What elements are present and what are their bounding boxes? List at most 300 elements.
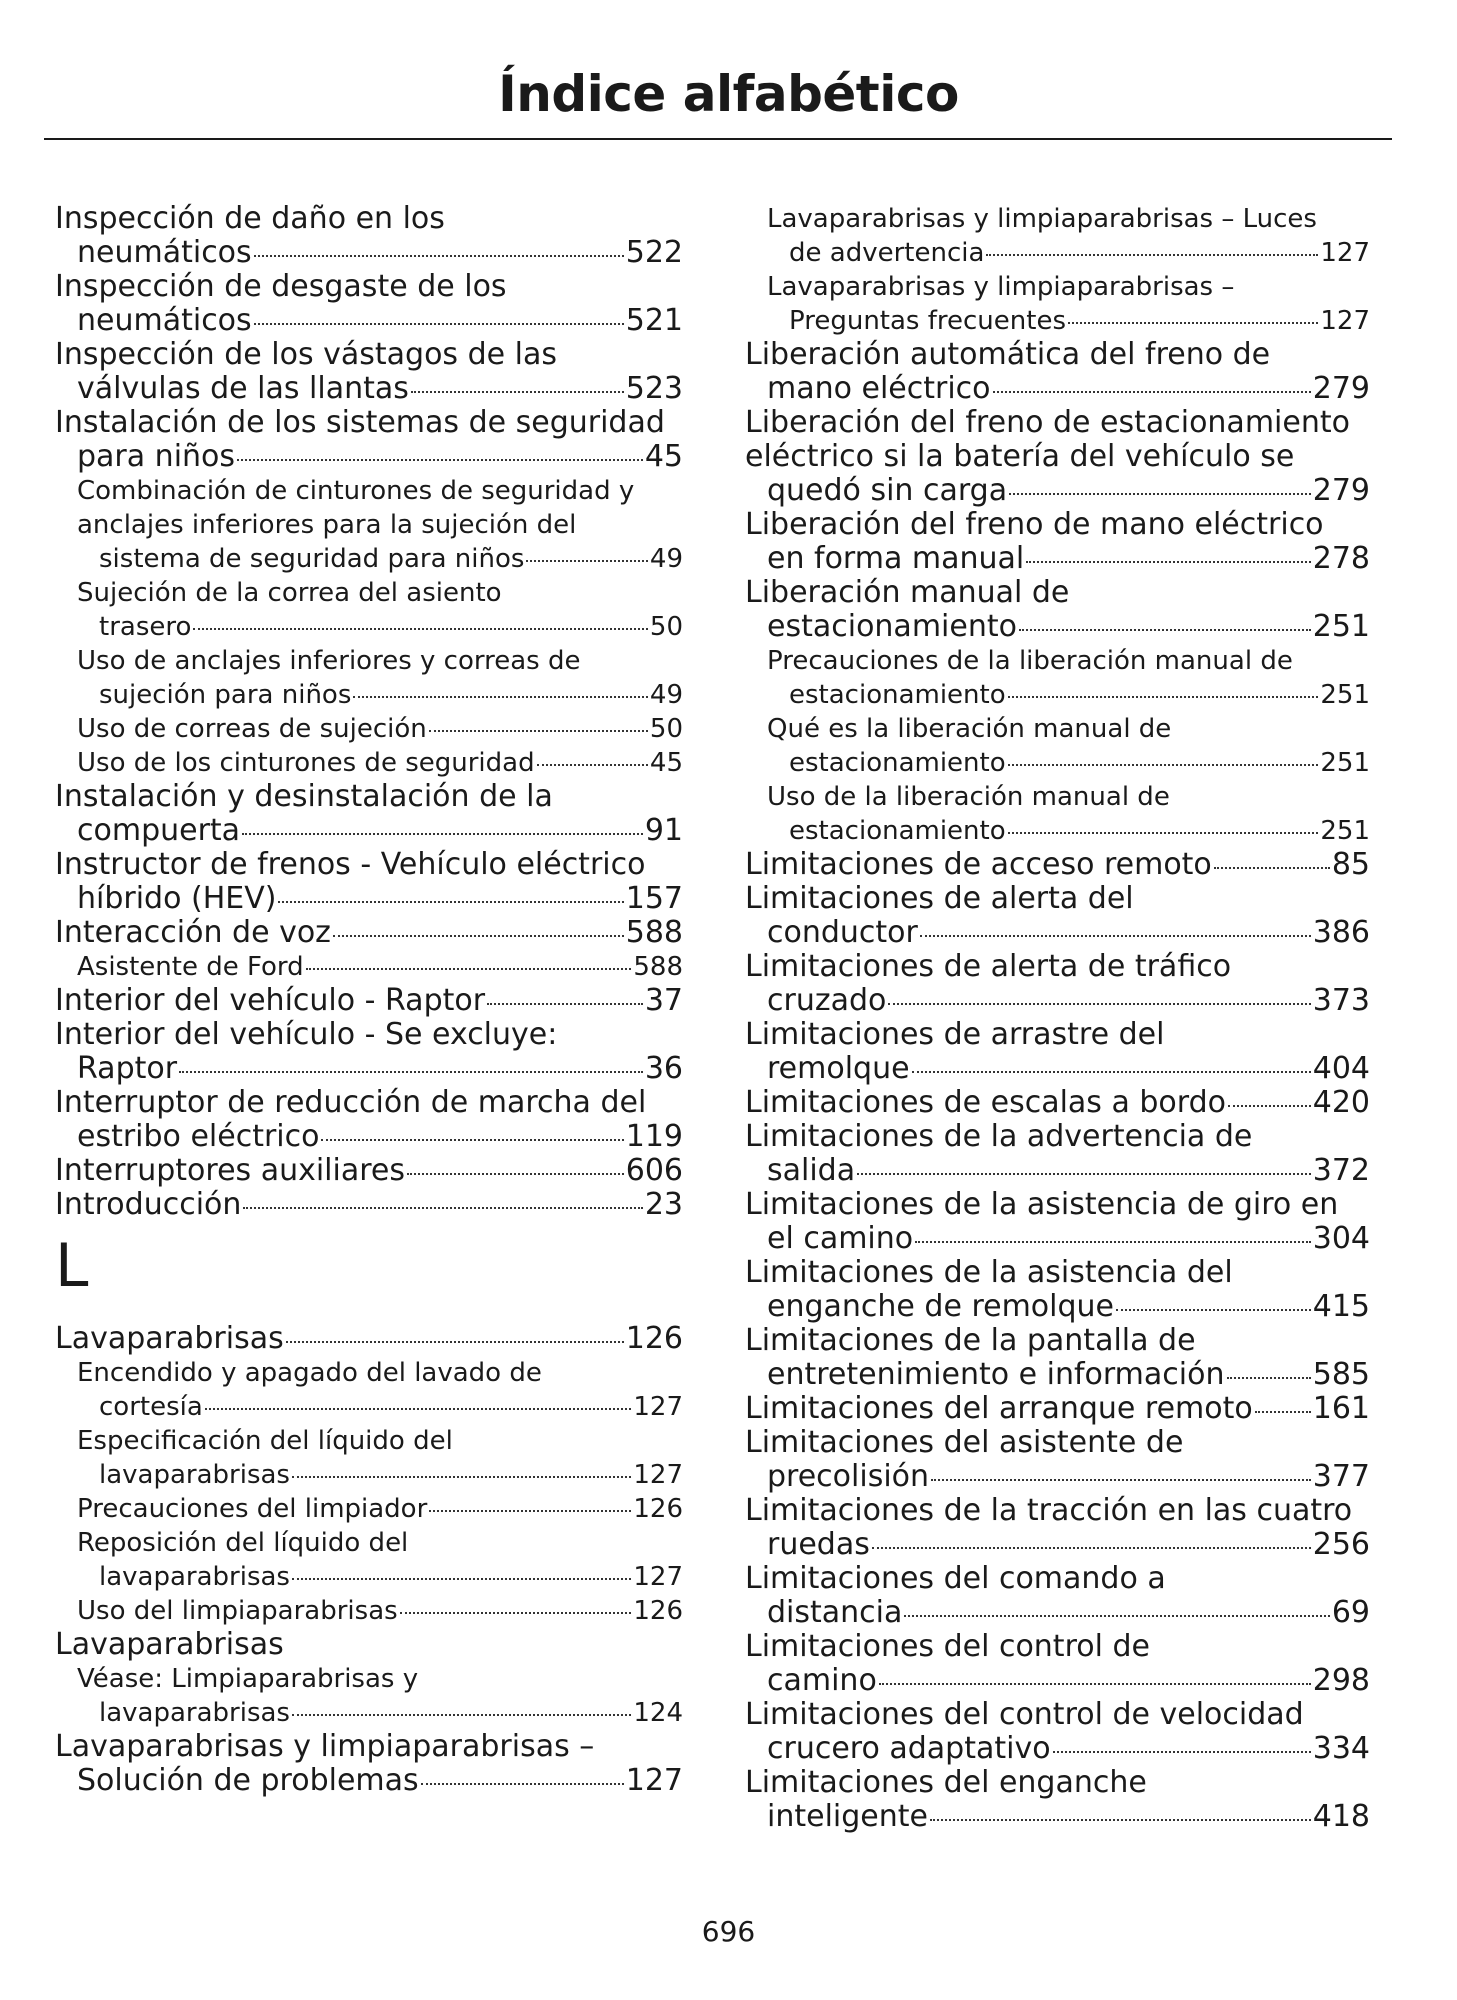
page-reference[interactable]: 386 — [1312, 915, 1370, 950]
dot-leader — [1227, 1377, 1311, 1379]
page-reference[interactable]: 126 — [633, 1596, 683, 1626]
entry-line — [77, 746, 683, 780]
page-reference[interactable]: 298 — [1312, 1663, 1370, 1698]
dot-leader — [400, 1612, 632, 1614]
entry-line — [745, 1222, 1370, 1256]
entry-text: estacionamiento — [789, 680, 1006, 710]
entry-line — [77, 1696, 683, 1730]
index-entry[interactable] — [55, 848, 683, 916]
entry-text: neumáticos — [77, 235, 252, 270]
entry-heading: Limitaciones del control de — [745, 1629, 1150, 1664]
entry-line — [745, 1290, 1370, 1324]
dot-leader — [888, 1003, 1310, 1005]
index-subentry[interactable] — [55, 950, 683, 984]
dot-leader — [254, 323, 624, 325]
entry-line — [745, 1800, 1370, 1834]
entry-line — [55, 1764, 683, 1798]
entry-line — [55, 882, 683, 916]
entry-heading: Limitaciones de alerta de tráfico — [745, 949, 1232, 984]
index-entry[interactable] — [55, 202, 683, 270]
index-entry[interactable] — [55, 1628, 683, 1662]
entry-line — [77, 610, 683, 644]
entry-text: conductor — [767, 915, 918, 950]
entry-text: Interruptores auxiliares — [55, 1153, 405, 1188]
entry-line — [77, 1560, 683, 1594]
entry-heading: Encendido y apagado del lavado de — [77, 1358, 542, 1388]
index-entry[interactable] — [745, 1120, 1370, 1188]
dot-leader — [292, 1578, 631, 1580]
entry-line — [745, 916, 1370, 950]
entry-line — [55, 236, 683, 270]
index-entry[interactable] — [55, 780, 683, 848]
entry-heading: Interruptor de reducción de marcha del — [55, 1085, 647, 1120]
dot-leader — [429, 730, 648, 732]
entry-line — [77, 678, 683, 712]
dot-leader — [193, 628, 648, 630]
index-entry[interactable] — [745, 1698, 1370, 1766]
entry-text: estacionamiento — [767, 609, 1017, 644]
entry-text: Lavaparabrisas — [55, 1321, 284, 1356]
dot-leader — [179, 1071, 643, 1073]
entry-line — [55, 1188, 683, 1222]
entry-text: inteligente — [767, 1799, 928, 1834]
entry-heading: Precauciones de la liberación manual de — [767, 646, 1293, 676]
entry-line — [745, 1392, 1370, 1426]
page-reference[interactable]: 373 — [1312, 983, 1370, 1018]
dot-leader — [930, 1819, 1311, 1821]
entry-line — [745, 984, 1370, 1018]
index-entry[interactable] — [745, 508, 1370, 576]
index-subentry[interactable] — [745, 202, 1370, 270]
dot-leader — [243, 1207, 642, 1209]
dot-leader — [915, 1241, 1311, 1243]
entry-heading: Limitaciones de la asistencia del — [745, 1255, 1233, 1290]
dot-leader — [487, 1003, 643, 1005]
entry-heading: Uso de la liberación manual de — [767, 782, 1170, 812]
page-reference[interactable]: 91 — [644, 813, 683, 848]
entry-text: estribo eléctrico — [77, 1119, 320, 1154]
page-reference[interactable]: 127 — [633, 1460, 683, 1490]
index-column-left — [55, 202, 683, 1798]
entry-text: Limitaciones de acceso remoto — [745, 847, 1212, 882]
entry-text: Limitaciones del arranque remoto — [745, 1391, 1253, 1426]
entry-text: precolisión — [767, 1459, 930, 1494]
index-entry[interactable] — [745, 1324, 1370, 1392]
index-subentry[interactable] — [745, 780, 1370, 848]
section-letter: L — [55, 1231, 89, 1301]
entry-text: Limitaciones de escalas a bordo — [745, 1085, 1226, 1120]
entry-heading: Liberación manual de — [745, 575, 1070, 610]
page-reference[interactable]: 279 — [1312, 371, 1370, 406]
entry-text: sistema de seguridad para niños — [99, 544, 525, 574]
entry-heading: Reposición del líquido del — [77, 1528, 409, 1558]
entry-heading: Limitaciones de arrastre del — [745, 1017, 1165, 1052]
dot-leader — [292, 1476, 631, 1478]
entry-text: remolque — [767, 1051, 910, 1086]
entry-line — [745, 610, 1370, 644]
entry-heading: Uso de anclajes inferiores y correas de — [77, 646, 581, 676]
dot-leader — [407, 1173, 624, 1175]
index-entry[interactable] — [55, 916, 683, 950]
dot-leader — [237, 459, 643, 461]
entry-line — [745, 1460, 1370, 1494]
entry-heading: Especificación del líquido del — [77, 1426, 453, 1456]
entry-line — [767, 678, 1370, 712]
entry-line — [77, 950, 683, 984]
index-subentry[interactable] — [745, 712, 1370, 780]
dot-leader — [931, 1479, 1311, 1481]
dot-leader — [333, 935, 624, 937]
page-reference[interactable]: 50 — [649, 714, 683, 744]
entry-line — [55, 1052, 683, 1086]
page-reference[interactable]: 126 — [633, 1494, 683, 1524]
entry-text: Interior del vehículo - Raptor — [55, 983, 486, 1018]
entry-text: Uso de correas de sujeción — [77, 714, 427, 744]
page-reference[interactable]: 585 — [1312, 1357, 1370, 1392]
dot-leader — [411, 391, 624, 393]
page-reference[interactable]: 606 — [625, 1153, 683, 1188]
entry-line — [745, 372, 1370, 406]
page-reference[interactable]: 23 — [644, 1187, 683, 1222]
dot-leader — [872, 1547, 1311, 1549]
dot-leader — [920, 935, 1311, 937]
entry-heading: Limitaciones del comando a — [745, 1561, 1166, 1596]
dot-leader — [1008, 832, 1319, 834]
entry-text: cortesía — [99, 1392, 203, 1422]
dot-leader — [353, 696, 648, 698]
entry-heading: Limitaciones del control de velocidad — [745, 1697, 1304, 1732]
dot-leader — [1008, 764, 1319, 766]
dot-leader — [286, 1341, 624, 1343]
entry-text: sujeción para niños — [99, 680, 352, 710]
entry-heading: Liberación automática del freno de — [745, 337, 1271, 372]
page-reference[interactable]: 588 — [633, 952, 683, 982]
entry-line — [55, 984, 683, 1018]
page-reference[interactable]: 251 — [1320, 816, 1370, 846]
entry-text: compuerta — [77, 813, 241, 848]
entry-text: el camino — [767, 1221, 914, 1256]
entry-line — [55, 916, 683, 950]
page-reference[interactable]: 127 — [1320, 238, 1370, 268]
index-entry[interactable] — [55, 338, 683, 406]
entry-line — [745, 848, 1370, 882]
entry-line — [77, 1390, 683, 1424]
dot-leader — [1228, 1105, 1311, 1107]
entry-text: mano eléctrico — [767, 371, 991, 406]
page-reference[interactable]: 251 — [1320, 748, 1370, 778]
page-reference[interactable]: 49 — [649, 544, 683, 574]
page-reference[interactable]: 251 — [1320, 680, 1370, 710]
index-entry[interactable] — [745, 1086, 1370, 1120]
entry-text: camino — [767, 1663, 877, 1698]
index-entry[interactable] — [745, 1562, 1370, 1630]
dot-leader — [912, 1071, 1311, 1073]
dot-leader — [1026, 561, 1311, 563]
page-reference[interactable]: 304 — [1312, 1221, 1370, 1256]
entry-text: ruedas — [767, 1527, 870, 1562]
index-subentry[interactable] — [55, 1424, 683, 1492]
index-entry[interactable] — [55, 270, 683, 338]
index-entry[interactable] — [55, 1154, 683, 1188]
entry-heading: Liberación del freno de mano eléctrico — [745, 507, 1324, 542]
entry-line — [767, 814, 1370, 848]
entry-heading: Qué es la liberación manual de — [767, 714, 1172, 744]
entry-line — [745, 1086, 1370, 1120]
entry-heading: Inspección de daño en los — [55, 201, 445, 236]
index-subentry[interactable] — [55, 1492, 683, 1526]
entry-text: en forma manual — [767, 541, 1025, 576]
entry-text: Preguntas frecuentes — [789, 306, 1066, 336]
entry-line — [745, 1052, 1370, 1086]
entry-text: entretenimiento e información — [767, 1357, 1225, 1392]
page-reference[interactable]: 124 — [633, 1698, 683, 1728]
page-reference[interactable]: 161 — [1312, 1391, 1370, 1426]
entry-text: Introducción — [55, 1187, 242, 1222]
entry-line — [77, 1458, 683, 1492]
entry-heading: Limitaciones de la asistencia de giro en — [745, 1187, 1339, 1222]
dot-leader — [421, 1783, 624, 1785]
page-reference[interactable]: 157 — [625, 881, 683, 916]
dot-leader — [205, 1408, 632, 1410]
entry-text: para niños — [77, 439, 236, 474]
index-entry[interactable] — [55, 1322, 683, 1356]
page-reference[interactable]: 127 — [625, 1763, 683, 1798]
page-reference[interactable]: 251 — [1312, 609, 1370, 644]
page-reference[interactable]: 372 — [1312, 1153, 1370, 1188]
entry-line — [745, 542, 1370, 576]
page-reference[interactable]: 127 — [1320, 306, 1370, 336]
dot-leader — [1019, 629, 1311, 631]
page-reference[interactable]: 404 — [1312, 1051, 1370, 1086]
index-entry[interactable] — [55, 1086, 683, 1154]
page-reference[interactable]: 119 — [625, 1119, 683, 1154]
entry-line — [55, 1120, 683, 1154]
index-entry[interactable] — [745, 950, 1370, 1018]
entry-text: enganche de remolque — [767, 1289, 1115, 1324]
page-reference[interactable]: 45 — [644, 439, 683, 474]
entry-text: Uso del limpiaparabrisas — [77, 1596, 398, 1626]
entry-heading: Limitaciones de la advertencia de — [745, 1119, 1253, 1154]
page-reference[interactable]: 49 — [649, 680, 683, 710]
index-entry[interactable] — [745, 1256, 1370, 1324]
index-subentry[interactable] — [745, 270, 1370, 338]
index-entry[interactable] — [745, 1766, 1370, 1834]
entry-line — [767, 746, 1370, 780]
entry-line — [77, 1594, 683, 1628]
entry-text: quedó sin carga — [767, 473, 1008, 508]
entry-heading: Combinación de cinturones de seguridad y anclajes inferiores para la sujeción del — [77, 476, 635, 540]
entry-line — [745, 1154, 1370, 1188]
entry-heading: Limitaciones de la pantalla de — [745, 1323, 1196, 1358]
page-reference[interactable]: 278 — [1312, 541, 1370, 576]
index-entry[interactable] — [745, 1494, 1370, 1562]
entry-text: estacionamiento — [789, 816, 1006, 846]
entry-text: salida — [767, 1153, 856, 1188]
dot-leader — [993, 391, 1311, 393]
entry-text: válvulas de las llantas — [77, 371, 409, 406]
dot-leader — [429, 1510, 631, 1512]
entry-heading: Limitaciones de alerta del — [745, 881, 1134, 916]
entry-line — [745, 474, 1370, 508]
dot-leader — [1053, 1751, 1311, 1753]
entry-line — [55, 440, 683, 474]
entry-line — [767, 304, 1370, 338]
dot-leader — [1116, 1309, 1311, 1311]
index-subentry[interactable] — [55, 644, 683, 712]
page-reference[interactable]: 126 — [625, 1321, 683, 1356]
entry-heading: Limitaciones del enganche — [745, 1765, 1147, 1800]
entry-text: lavaparabrisas — [99, 1562, 290, 1592]
entry-line — [77, 1492, 683, 1526]
index-entry[interactable] — [745, 882, 1370, 950]
entry-heading: Limitaciones de la tracción en las cuatro — [745, 1493, 1353, 1528]
entry-line — [55, 1322, 683, 1356]
dot-leader — [292, 1714, 631, 1716]
entry-text: híbrido (HEV) — [77, 881, 277, 916]
dot-leader — [537, 764, 648, 766]
page-reference[interactable]: 377 — [1312, 1459, 1370, 1494]
entry-text: estacionamiento — [789, 748, 1006, 778]
entry-text: neumáticos — [77, 303, 252, 338]
entry-heading: Inspección de los vástagos de las — [55, 337, 557, 372]
entry-text: trasero — [99, 612, 192, 642]
entry-heading: Lavaparabrisas — [55, 1627, 284, 1662]
entry-heading: Véase: Limpiaparabrisas y — [77, 1664, 419, 1694]
entry-text: de advertencia — [789, 238, 985, 268]
index-entry[interactable] — [55, 984, 683, 1018]
entry-text: cruzado — [767, 983, 887, 1018]
page-reference[interactable]: 279 — [1312, 473, 1370, 508]
index-subentry[interactable] — [745, 644, 1370, 712]
dot-leader — [904, 1615, 1329, 1617]
page-reference[interactable]: 334 — [1312, 1731, 1370, 1766]
entry-text: distancia — [767, 1595, 903, 1630]
page-reference[interactable]: 50 — [649, 612, 683, 642]
entry-heading: Lavaparabrisas y limpiaparabrisas – Luces — [767, 204, 1317, 234]
page-reference[interactable]: 420 — [1312, 1085, 1370, 1120]
entry-text: Precauciones del limpiador — [77, 1494, 428, 1524]
title-divider — [44, 138, 1392, 140]
entry-text: Interacción de voz — [55, 915, 331, 950]
dot-leader — [1068, 322, 1318, 324]
entry-line — [55, 372, 683, 406]
entry-heading: Lavaparabrisas y limpiaparabrisas – — [55, 1729, 595, 1764]
page-reference[interactable]: 256 — [1312, 1527, 1370, 1562]
entry-text: lavaparabrisas — [99, 1460, 290, 1490]
dot-leader — [306, 968, 632, 970]
index-subentry[interactable] — [55, 746, 683, 780]
index-subentry[interactable] — [55, 1662, 683, 1730]
index-entry[interactable] — [745, 1018, 1370, 1086]
page-reference[interactable]: 45 — [649, 748, 683, 778]
entry-heading: Limitaciones del asistente de — [745, 1425, 1184, 1460]
index-entry[interactable] — [745, 576, 1370, 644]
index-subentry[interactable] — [55, 1356, 683, 1424]
entry-heading: Instalación de los sistemas de seguridad — [55, 405, 665, 440]
entry-heading: Inspección de desgaste de los — [55, 269, 507, 304]
index-entry[interactable] — [745, 1188, 1370, 1256]
page-reference[interactable]: 37 — [644, 983, 683, 1018]
entry-line — [745, 1664, 1370, 1698]
entry-text: Raptor — [77, 1051, 178, 1086]
entry-line — [55, 1154, 683, 1188]
entry-text: lavaparabrisas — [99, 1698, 290, 1728]
entry-text: Asistente de Ford — [77, 952, 304, 982]
index-subentry[interactable] — [55, 1594, 683, 1628]
index-entry[interactable] — [55, 406, 683, 474]
entry-heading: Liberación del freno de estacionamiento eléctrico si la batería del vehículo se — [745, 405, 1350, 474]
page-reference[interactable]: 522 — [625, 235, 683, 270]
entry-line — [745, 1732, 1370, 1766]
dot-leader — [1008, 696, 1319, 698]
index-column-right — [745, 202, 1370, 1834]
index-entry[interactable] — [745, 848, 1370, 882]
entry-heading: Lavaparabrisas y limpiaparabrisas – — [767, 272, 1235, 302]
entry-text: Uso de los cinturones de seguridad — [77, 748, 535, 778]
entry-text: Solución de problemas — [77, 1763, 419, 1798]
entry-heading: Interior del vehículo - Se excluye: — [55, 1017, 558, 1052]
dot-leader — [278, 901, 623, 903]
index-subentry[interactable] — [55, 712, 683, 746]
page-reference[interactable]: 127 — [633, 1392, 683, 1422]
entry-heading: Instalación y desinstalación de la — [55, 779, 553, 814]
page-reference[interactable]: 127 — [633, 1562, 683, 1592]
entry-line — [77, 542, 683, 576]
dot-leader — [1255, 1411, 1311, 1413]
index-subentry[interactable] — [55, 576, 683, 644]
dot-leader — [986, 254, 1318, 256]
page-reference[interactable]: 415 — [1312, 1289, 1370, 1324]
dot-leader — [1009, 493, 1311, 495]
dot-leader — [879, 1683, 1311, 1685]
dot-leader — [242, 833, 643, 835]
entry-line — [745, 1596, 1370, 1630]
dot-leader — [857, 1173, 1311, 1175]
entry-heading: Sujeción de la correa del asiento — [77, 578, 502, 608]
entry-heading: Instructor de frenos - Vehículo eléctrico — [55, 847, 646, 882]
dot-leader — [321, 1139, 623, 1141]
entry-line — [55, 304, 683, 338]
entry-text: crucero adaptativo — [767, 1731, 1051, 1766]
dot-leader — [254, 255, 624, 257]
entry-line — [77, 712, 683, 746]
page-reference[interactable]: 85 — [1331, 847, 1370, 882]
page-reference[interactable]: 69 — [1331, 1595, 1370, 1630]
index-subentry[interactable] — [55, 474, 683, 576]
page-number: 696 — [701, 1915, 756, 1948]
index-entry[interactable] — [55, 1188, 683, 1222]
index-entry[interactable] — [55, 1018, 683, 1086]
index-subentry[interactable] — [55, 1526, 683, 1594]
index-entry[interactable] — [745, 338, 1370, 406]
index-entry[interactable] — [745, 1630, 1370, 1698]
index-entry[interactable] — [745, 1392, 1370, 1426]
dot-leader — [1214, 867, 1330, 869]
index-entry[interactable] — [55, 1730, 683, 1798]
page-reference[interactable]: 418 — [1312, 1799, 1370, 1834]
dot-leader — [526, 560, 648, 562]
index-entry[interactable] — [745, 1426, 1370, 1494]
entry-line — [745, 1528, 1370, 1562]
page-reference[interactable]: 523 — [625, 371, 683, 406]
entry-line — [767, 236, 1370, 270]
page-reference[interactable]: 521 — [625, 303, 683, 338]
page-reference[interactable]: 588 — [625, 915, 683, 950]
page-title: Índice alfabético — [498, 65, 959, 123]
index-entry[interactable] — [745, 406, 1370, 508]
page-reference[interactable]: 36 — [644, 1051, 683, 1086]
entry-line — [55, 814, 683, 848]
